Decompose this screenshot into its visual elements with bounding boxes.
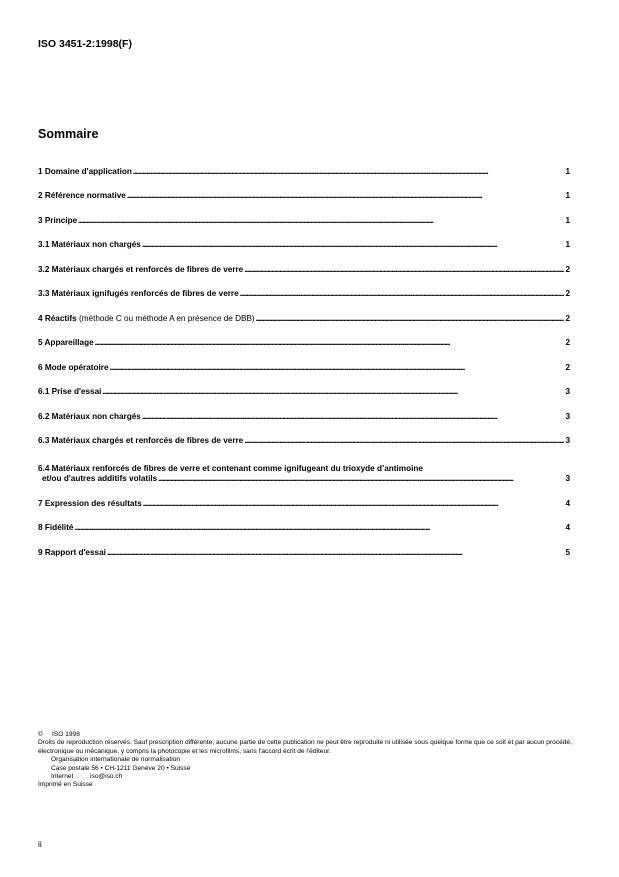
toc-leader: [142, 240, 565, 250]
toc-entry[interactable]: [38, 348, 570, 373]
email-link[interactable]: iso@iso.ch: [90, 773, 123, 781]
document-id: ISO 3451-2:1998(F): [38, 38, 132, 50]
toc-entry-page: 5: [565, 547, 570, 557]
toc-entry[interactable]: [38, 533, 570, 558]
toc-entry-label: 2 Référence normative: [38, 191, 126, 200]
toc-entry[interactable]: [38, 152, 570, 177]
toc-entry[interactable]: [38, 446, 570, 484]
toc-entry-label: 3.1 Matériaux non chargés: [38, 240, 141, 249]
toc-entry-page: 1: [565, 240, 570, 249]
toc-entry-label-line2: et/ou d'autres additifs volatils: [42, 474, 158, 483]
toc-title: Sommaire: [38, 127, 99, 141]
toc-entry[interactable]: [38, 324, 570, 349]
toc-entry[interactable]: [38, 275, 570, 300]
toc-leader: [110, 363, 565, 373]
toc-entry-page: 3: [565, 436, 570, 445]
toc-leader: [102, 387, 564, 397]
toc-leader: [244, 265, 564, 275]
toc-entry-page: 3: [565, 387, 570, 396]
toc-leader: [240, 289, 565, 299]
toc-entry-label: 6.3 Matériaux chargés et renforcés de fibres de verre: [38, 436, 244, 445]
toc-entry-label: 4 Réactifs (méthode C ou méthode A en présence de DBB): [38, 313, 255, 323]
toc-entry-label: 8 Fidélité: [38, 523, 74, 532]
copyright-symbol: ©: [38, 731, 43, 738]
table-of-contents: [38, 152, 570, 558]
copyright-text: ISO 1998: [52, 731, 80, 738]
toc-entry-label: 3 Principe: [38, 215, 78, 225]
toc-entry[interactable]: [38, 422, 570, 447]
toc-entry-page: 3: [565, 411, 570, 421]
toc-entry-label: 3.2 Matériaux chargés et renforcés de fibres de verre: [38, 264, 244, 274]
toc-entry-page: 1: [565, 166, 570, 176]
toc-entry[interactable]: [38, 250, 570, 275]
toc-entry[interactable]: [38, 509, 570, 534]
toc-entry-label: 7 Expression des résultats: [38, 498, 142, 508]
toc-leader: [256, 314, 565, 324]
toc-entry[interactable]: [38, 226, 570, 251]
toc-entry-page: 1: [565, 191, 570, 200]
toc-leader: [75, 523, 565, 533]
page-number: ii: [38, 839, 42, 849]
toc-entry-page: 2: [565, 313, 570, 323]
printed-in: Imprimé en Suisse: [38, 781, 93, 789]
toc-entry-page: 4: [565, 523, 570, 532]
toc-entry[interactable]: [38, 299, 570, 324]
toc-entry-label: 6 Mode opératoire: [38, 362, 109, 372]
toc-entry[interactable]: [38, 201, 570, 226]
toc-entry-page: 1: [565, 215, 570, 225]
toc-leader: [244, 436, 564, 446]
toc-entry-page: 4: [565, 498, 570, 508]
toc-entry[interactable]: [38, 484, 570, 509]
toc-entry-label: 1 Domaine d'application: [38, 166, 132, 176]
toc-entry-label: 3.3 Matériaux ignifugés renforcés de fibres de verre: [38, 289, 239, 298]
copyright-line: [38, 731, 583, 739]
toc-entry-qualifier: (méthode C ou méthode A en présence de DBB): [76, 313, 255, 323]
toc-entry-page: 2: [565, 338, 570, 347]
toc-entry-page: 2: [565, 264, 570, 274]
toc-entry-page: 2: [565, 289, 570, 298]
organization-name: Organisation internationale de normalisation: [51, 756, 181, 764]
internet-line: [38, 773, 583, 781]
toc-entry-page: 3: [565, 474, 570, 483]
toc-entry-label: 6.1 Prise d'essai: [38, 387, 102, 396]
toc-leader: [78, 216, 564, 226]
toc-leader: [143, 499, 565, 509]
copyright-notice: [38, 731, 583, 790]
toc-leader: [107, 548, 565, 558]
toc-entry-label-line1: 6.4 Matériaux renforcés de fibres de verre et contenant comme ignifugeant du trioxyde d’antimoine: [38, 464, 423, 473]
toc-entry[interactable]: [38, 373, 570, 398]
toc-leader: [133, 167, 565, 177]
toc-entry-page: 2: [565, 362, 570, 372]
postal-address: Case postale 56 • CH-1211 Genève 20 • Suisse: [51, 764, 191, 772]
toc-leader: [95, 338, 565, 348]
toc-entry-label: 9 Rapport d'essai: [38, 547, 106, 557]
internet-label: Internet: [51, 773, 74, 781]
toc-entry[interactable]: [38, 177, 570, 202]
toc-leader: [158, 474, 564, 484]
rights-statement: Droits de reproduction réservés. Sauf prescription différente, aucune partie de cette publication ne peut être reproduite ni utilisée sous quelque forme que ce soit et par aucun procédé, électronique ou mécanique, y compris la photocopie et les microfilms, sans l'accord écrit de l'éditeur.: [38, 739, 572, 755]
toc-entry-label: 6.2 Matériaux non chargés: [38, 411, 141, 421]
toc-leader: [142, 412, 565, 422]
toc-entry[interactable]: [38, 397, 570, 422]
toc-entry-label: 5 Appareillage: [38, 338, 94, 347]
toc-leader: [127, 191, 565, 201]
